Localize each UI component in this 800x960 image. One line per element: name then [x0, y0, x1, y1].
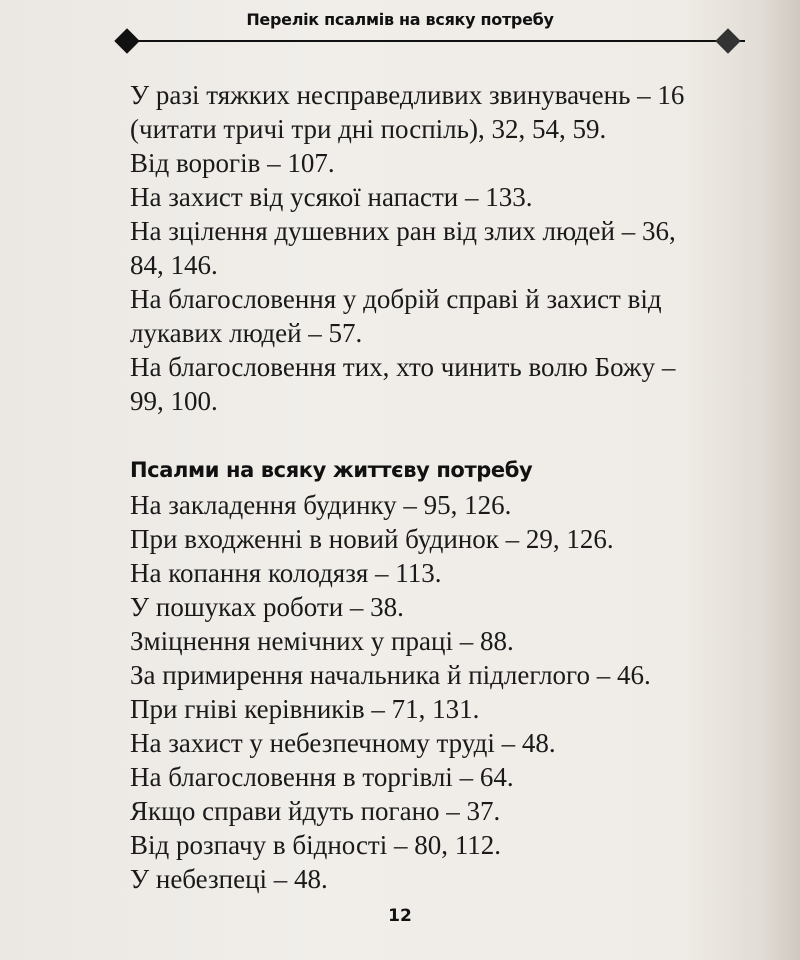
list-line: У небезпеці – 48. [130, 864, 328, 894]
list-line: На захист від усякої напасти – 133. [130, 182, 533, 212]
list-line: При гніві керівників – 71, 131. [130, 694, 480, 724]
section-1-list [130, 78, 750, 418]
section-2-list [130, 488, 750, 896]
list-line: 84, 146. [130, 250, 218, 280]
running-header: Перелік псалмів на всяку потребу [246, 10, 554, 29]
list-line: На благословення у добрій справі й захист від [130, 284, 662, 314]
list-line: Зміцнення немічних у праці – 88. [130, 626, 514, 656]
list-line: За примирення начальника й підлеглого – 46. [130, 660, 651, 690]
list-line: На благословення тих, хто чинить волю Божу – [130, 352, 676, 382]
list-line: Від ворогів – 107. [130, 148, 335, 178]
list-line: На захист у небезпечному труді – 48. [130, 728, 556, 758]
list-line: На закладення будинку – 95, 126. [130, 490, 512, 520]
list-line: На зцілення душевних ран від злих людей – 36, [130, 216, 676, 246]
list-line: (читати тричі три дні поспіль), 32, 54, 59. [130, 114, 607, 144]
list-line: У пошуках роботи – 38. [130, 592, 404, 622]
list-line: лукавих людей – 57. [130, 318, 363, 348]
diamond-ornament-right-icon [715, 28, 740, 53]
list-line: Якщо справи йдуть погано – 37. [130, 796, 501, 826]
list-line: У разі тяжких несправедливих звинувачень – 16 [130, 80, 685, 110]
page-number: 12 [388, 906, 412, 926]
list-line: На копання колодязя – 113. [130, 558, 442, 588]
list-line: На благословення в торгівлі – 64. [130, 762, 514, 792]
page-body [130, 78, 750, 896]
list-line: 99, 100. [130, 386, 218, 416]
list-line: Від розпачу в бідності – 80, 112. [130, 830, 501, 860]
section-heading: Псалми на всяку життєву потребу [130, 458, 533, 482]
diamond-ornament-left-icon [114, 28, 139, 53]
header-rule [125, 40, 745, 42]
list-line: При входженні в новий будинок – 29, 126. [130, 524, 614, 554]
